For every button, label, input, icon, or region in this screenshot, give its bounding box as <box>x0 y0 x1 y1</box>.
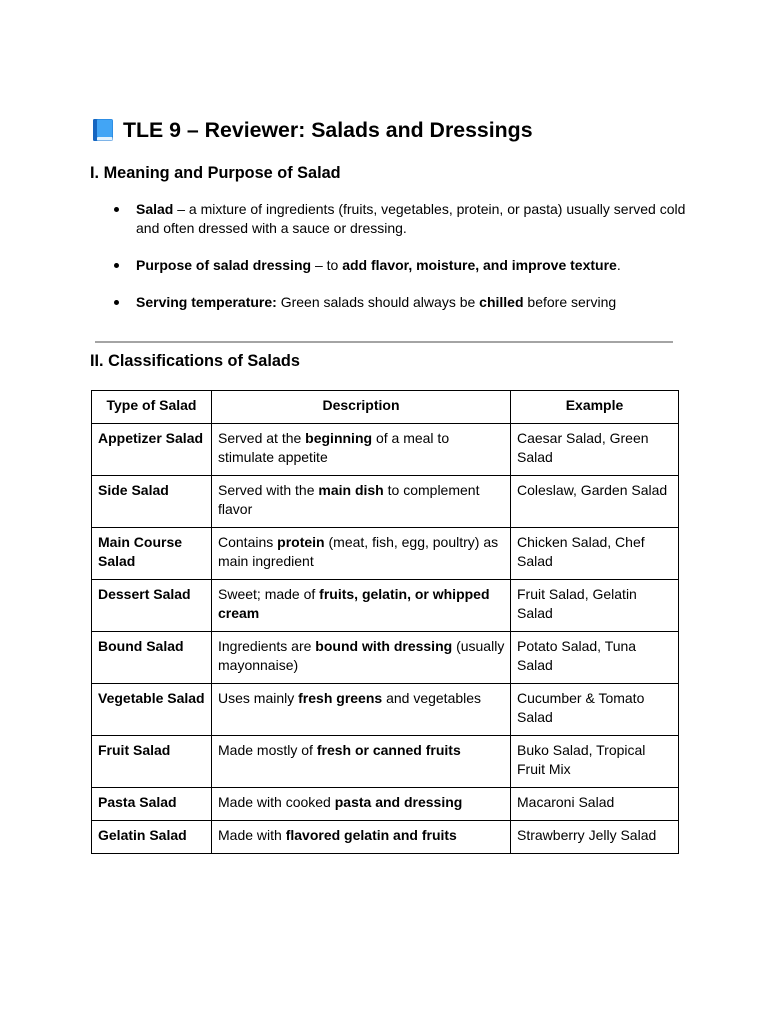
cell-salad-type: Bound Salad <box>92 632 212 684</box>
bold-text-segment: add flavor, moisture, and improve texture <box>342 257 617 273</box>
cell-example: Cucumber & Tomato Salad <box>511 684 679 736</box>
table-row <box>92 684 679 736</box>
cell-example: Potato Salad, Tuna Salad <box>511 632 679 684</box>
bold-text-segment: Salad <box>136 201 174 217</box>
salad-classification-table <box>91 390 679 854</box>
book-pages <box>97 137 113 141</box>
cell-example: Buko Salad, Tropical Fruit Mix <box>511 736 679 788</box>
text-segment: of a meal to stimulate appetite <box>218 430 450 465</box>
bullet-item <box>90 256 698 275</box>
bullet-text <box>136 294 616 310</box>
text-segment: Made with <box>218 827 286 843</box>
text-segment: . <box>616 257 621 273</box>
table-header <box>92 391 679 424</box>
text-segment: Uses mainly <box>218 690 299 706</box>
text-segment: (usually mayonnaise) <box>218 638 505 673</box>
text-segment: Served at the <box>218 430 306 446</box>
bold-text-segment: flavored gelatin and fruits <box>285 827 457 843</box>
bullet-dot <box>114 300 119 305</box>
bold-text-segment: protein <box>277 534 325 550</box>
bold-text-segment: Purpose of salad dressing <box>136 257 312 273</box>
table-row <box>92 632 679 684</box>
bold-text-segment: fruits, gelatin, or whipped cream <box>218 586 490 621</box>
cell-example: Macaroni Salad <box>511 788 679 821</box>
text-segment: Contains <box>218 534 278 550</box>
cell-salad-type: Fruit Salad <box>92 736 212 788</box>
table-row <box>92 821 679 854</box>
bold-text-segment: pasta and dressing <box>334 794 463 810</box>
text-segment: Made mostly of <box>218 742 317 758</box>
blue-book-icon <box>92 118 114 142</box>
cell-example: Caesar Salad, Green Salad <box>511 424 679 476</box>
cell-example: Fruit Salad, Gelatin Salad <box>511 580 679 632</box>
cell-description <box>212 580 511 632</box>
cell-salad-type: Appetizer Salad <box>92 424 212 476</box>
table-row <box>92 736 679 788</box>
title-text: TLE 9 – Reviewer: Salads and Dressings <box>123 118 533 142</box>
text-segment: Served with the <box>218 482 319 498</box>
section-divider <box>95 341 673 343</box>
bullet-dot <box>114 207 119 212</box>
column-header-description: Description <box>212 391 511 424</box>
cell-salad-type: Side Salad <box>92 476 212 528</box>
bullet-dot <box>114 263 119 268</box>
text-segment: Green salads should always be <box>276 294 480 310</box>
section-heading-meaning: I. Meaning and Purpose of Salad <box>90 164 341 182</box>
cell-description <box>212 788 511 821</box>
bold-text-segment: Serving temperature: <box>136 294 277 310</box>
bullet-item <box>90 200 698 238</box>
bold-text-segment: beginning <box>305 430 373 446</box>
cell-description <box>212 821 511 854</box>
cell-salad-type: Dessert Salad <box>92 580 212 632</box>
cell-description <box>212 736 511 788</box>
cell-example: Strawberry Jelly Salad <box>511 821 679 854</box>
text-segment: Sweet; made of <box>218 586 320 602</box>
column-header-type: Type of Salad <box>92 391 212 424</box>
cell-example: Chicken Salad, Chef Salad <box>511 528 679 580</box>
text-segment: – a mixture of ingredients (fruits, vegetables, protein, or pasta) usually served cold and often dressed with a sauce or dressing. <box>136 201 686 236</box>
cell-salad-type: Gelatin Salad <box>92 821 212 854</box>
cell-salad-type: Main Course Salad <box>92 528 212 580</box>
text-segment: – to <box>311 257 343 273</box>
table-row <box>92 424 679 476</box>
cell-description <box>212 528 511 580</box>
text-segment: Made with cooked <box>218 794 335 810</box>
bold-text-segment: chilled <box>479 294 524 310</box>
bullet-text <box>136 201 685 236</box>
bold-text-segment: main dish <box>318 482 384 498</box>
table-row <box>92 580 679 632</box>
cell-salad-type: Pasta Salad <box>92 788 212 821</box>
table-row <box>92 528 679 580</box>
bullet-text <box>136 257 621 273</box>
bold-text-segment: bound with dressing <box>315 638 453 654</box>
section-heading-classifications: II. Classifications of Salads <box>90 352 300 370</box>
cell-description <box>212 684 511 736</box>
meaning-bullet-list <box>90 200 698 330</box>
text-segment: before serving <box>523 294 617 310</box>
book-cover <box>97 120 113 138</box>
book-spine <box>93 119 97 141</box>
bold-text-segment: fresh or canned fruits <box>316 742 461 758</box>
bold-text-segment: fresh greens <box>298 690 383 706</box>
table-row <box>92 476 679 528</box>
cell-description <box>212 424 511 476</box>
text-segment: (meat, fish, egg, poultry) as main ingredient <box>218 534 499 569</box>
table-header-row <box>92 391 679 424</box>
cell-example: Coleslaw, Garden Salad <box>511 476 679 528</box>
cell-salad-type: Vegetable Salad <box>92 684 212 736</box>
cell-description <box>212 476 511 528</box>
text-segment: Ingredients are <box>218 638 316 654</box>
text-segment: and vegetables <box>382 690 482 706</box>
text-segment: to complement flavor <box>218 482 480 517</box>
document-title <box>92 116 533 144</box>
table-body <box>92 424 679 854</box>
bullet-item <box>90 293 698 312</box>
column-header-example: Example <box>511 391 679 424</box>
cell-description <box>212 632 511 684</box>
table-row <box>92 788 679 821</box>
